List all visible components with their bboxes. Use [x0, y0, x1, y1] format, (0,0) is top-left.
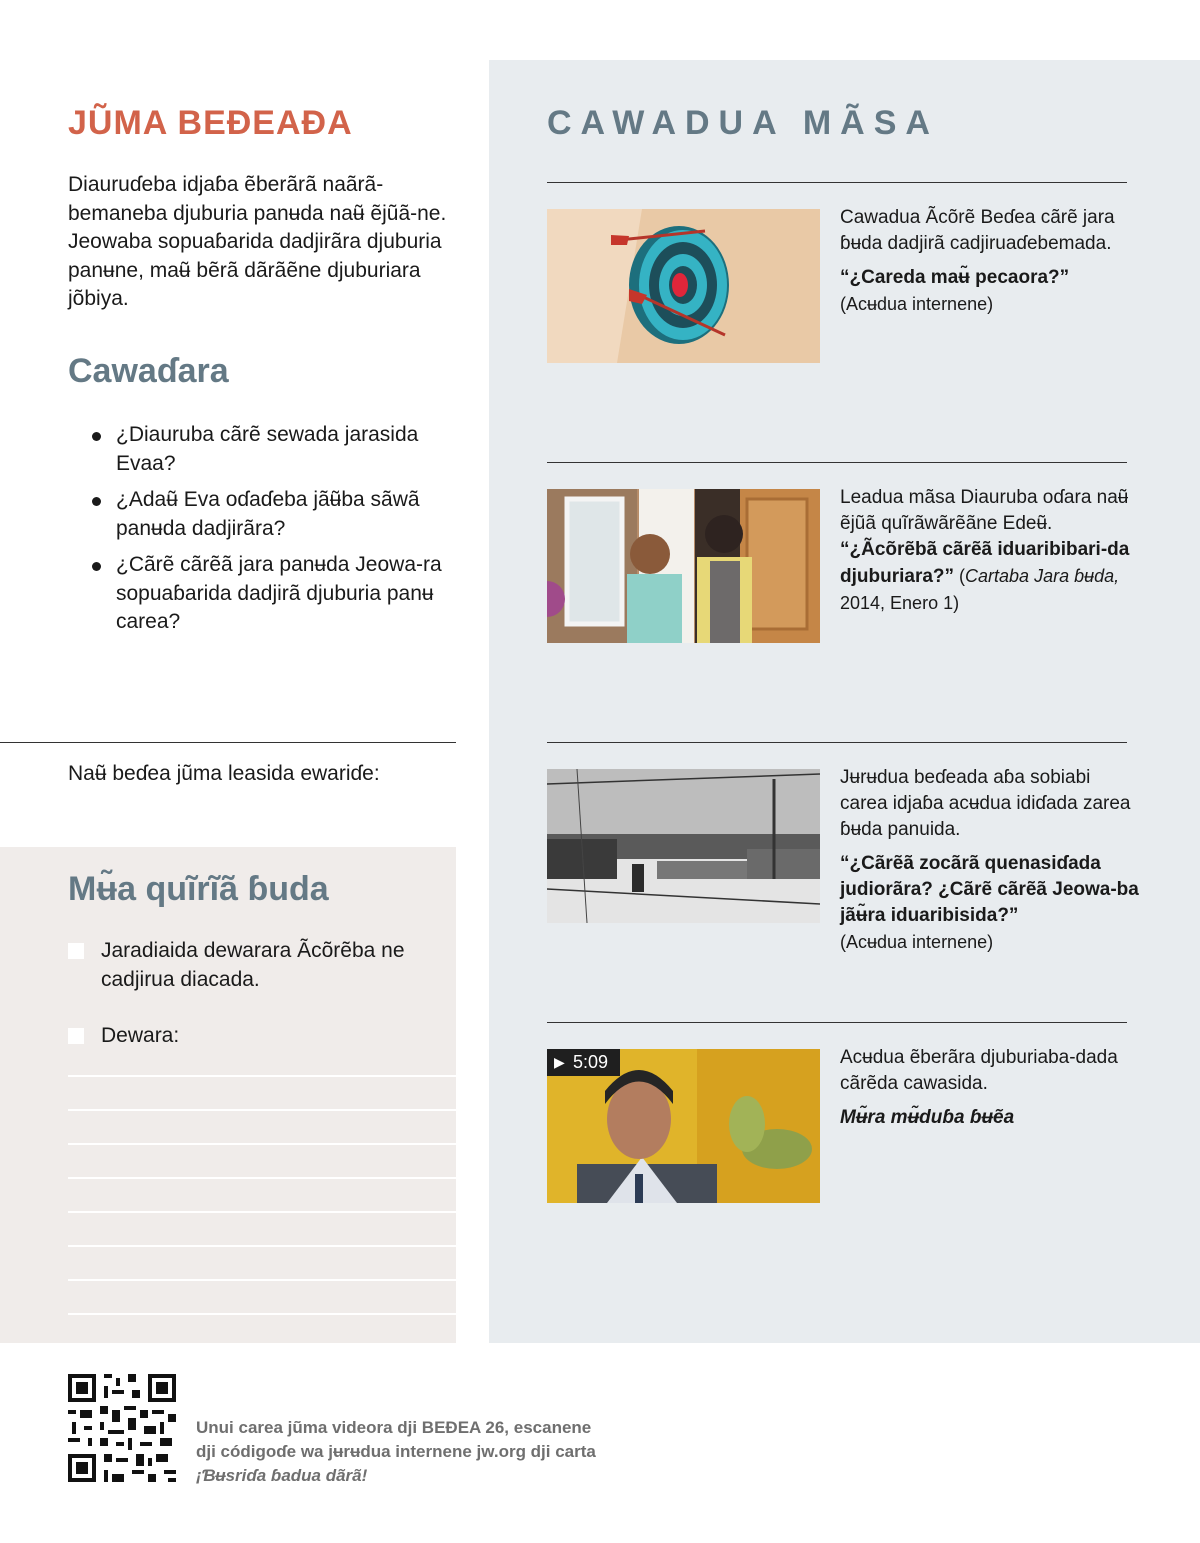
extra-item-source-date: 2014, Enero 1)	[840, 593, 960, 613]
footer-text	[196, 1416, 676, 1488]
goal-item[interactable]	[68, 937, 431, 994]
extra-title: CAWADUA MÃSA	[547, 104, 939, 142]
extra-item-video-title[interactable]: Mʉ̃ra mʉ̃duɓa ɓʉẽa	[840, 1107, 1015, 1128]
extra-item-description: Leadua mãsa Diauruba oɗara naʉ̃ ẽjũã quĩrãwãrẽãne Edeʉ̃.	[840, 487, 1129, 534]
bullet-icon	[92, 432, 101, 441]
divider	[547, 182, 1127, 183]
review-question-text: ¿Adaʉ̃ Eva oɗaɗeba jãʉ̃ba sãwã panʉda dadjirãra?	[116, 488, 420, 540]
divider	[547, 742, 1127, 743]
review-question-text: ¿Diauruba cãrẽ sewada jarasida Evaa?	[116, 423, 419, 475]
video-duration: 5:09	[573, 1052, 609, 1072]
summary-title: JŨMA BEƉEAƉA	[68, 104, 353, 142]
video-duration-badge	[547, 1049, 620, 1076]
goal-title: Mʉ̃a quĩrĩã ɓuda	[68, 870, 329, 908]
bullet-icon	[92, 497, 101, 506]
divider	[547, 1022, 1127, 1023]
target-with-arrows-image[interactable]	[547, 209, 820, 363]
extra-item-source: (	[959, 566, 966, 586]
extra-item-1-text	[840, 205, 1140, 317]
review-question	[92, 486, 452, 543]
goal-item-text: Dewara:	[101, 1024, 180, 1047]
write-line[interactable]	[68, 1109, 456, 1111]
qr-code-icon[interactable]	[68, 1374, 176, 1482]
target-icon	[547, 209, 820, 363]
goal-box	[0, 847, 456, 1343]
extra-item-3-text	[840, 765, 1140, 955]
checkbox[interactable]	[68, 943, 84, 959]
write-line[interactable]	[68, 1075, 456, 1077]
concentration-camp-photo[interactable]	[547, 769, 820, 923]
review-question	[92, 421, 452, 478]
extra-item-source: (Acʉdua internene)	[840, 294, 994, 314]
footer-line: dji códigoɗe wa jʉrʉdua internene jw.org dji carta	[196, 1442, 596, 1461]
extra-item-description: Acʉdua ẽberãra djuburiaba-dada cãrẽda cawasida.	[840, 1047, 1118, 1094]
extra-item-source: (Acʉdua internene)	[840, 932, 994, 952]
goal-item-text: Jaradiaida dewarara Ãcõrẽba ne cadjirua diacada.	[101, 939, 405, 991]
goal-item[interactable]	[68, 1022, 431, 1051]
write-line[interactable]	[68, 1245, 456, 1247]
bullet-icon	[92, 562, 101, 571]
review-title: Cawaɗara	[68, 352, 229, 390]
checkbox[interactable]	[68, 1028, 84, 1044]
review-question-list	[92, 421, 452, 645]
extra-item-source-publication: Cartaba Jara ɓʉda,	[965, 566, 1120, 586]
completion-date-label: Naʉ̃ beɗea jũma leasida ewariɗe:	[68, 762, 380, 785]
extra-item-description: Cawadua Ãcõrẽ Beɗea cãrẽ jara ɓʉda dadjirã cadjiruaɗebemada.	[840, 207, 1115, 254]
photo-icon	[547, 769, 820, 923]
write-line[interactable]	[68, 1177, 456, 1179]
review-question-text: ¿Cãrẽ cãrẽã jara panʉda Jeowa-ra sopuaɓarida dadjirã djuburia panʉ carea?	[116, 553, 442, 633]
extra-item-4-text	[840, 1045, 1140, 1131]
review-question	[92, 551, 452, 637]
two-women-at-door-image[interactable]	[547, 489, 820, 643]
footer-line: ¡Ɓʉsriɗa ɓadua dãrã!	[196, 1466, 368, 1485]
write-line[interactable]	[68, 1279, 456, 1281]
extra-item-2-text	[840, 485, 1140, 617]
write-line[interactable]	[68, 1313, 456, 1315]
summary-text: Diauruɗeba idjaɓa ẽberãrã naãrã-bemaneba djuburia panʉda naʉ̃ ẽjũã-ne. Jeowaba sopuaɓarida dadjirãra djuburia panʉne, maʉ̃ bẽrã dãrãẽne djuburiara jõbiya.	[68, 173, 447, 310]
write-line[interactable]	[68, 1143, 456, 1145]
photo-icon	[547, 489, 820, 643]
extra-item-description: Jʉrʉdua beɗeada aɓa sobiabi carea idjaɓa acʉdua idiɗada zarea ɓʉda panuida.	[840, 767, 1131, 840]
extra-item-article-link[interactable]: “¿Cãrẽã zocãrã quenasiɗada judiorãra? ¿Cãrẽ cãrẽã Jeowa-ba jãʉ̃ra iduaribisida?”	[840, 853, 1139, 926]
extra-item-article-link[interactable]: “¿Careda maʉ̃ pecaora?”	[840, 267, 1070, 288]
footer-line: Unui carea jũma videora dji BEƉEA 26, escanene	[196, 1418, 592, 1437]
divider	[547, 462, 1127, 463]
section-divider	[0, 742, 456, 743]
write-line[interactable]	[68, 1211, 456, 1213]
extra-item-article-title[interactable]: “¿Ãcõrẽbã cãrẽã iduaribibari-da djuburiara?”	[840, 539, 1130, 587]
play-icon: ▶	[554, 1054, 565, 1070]
